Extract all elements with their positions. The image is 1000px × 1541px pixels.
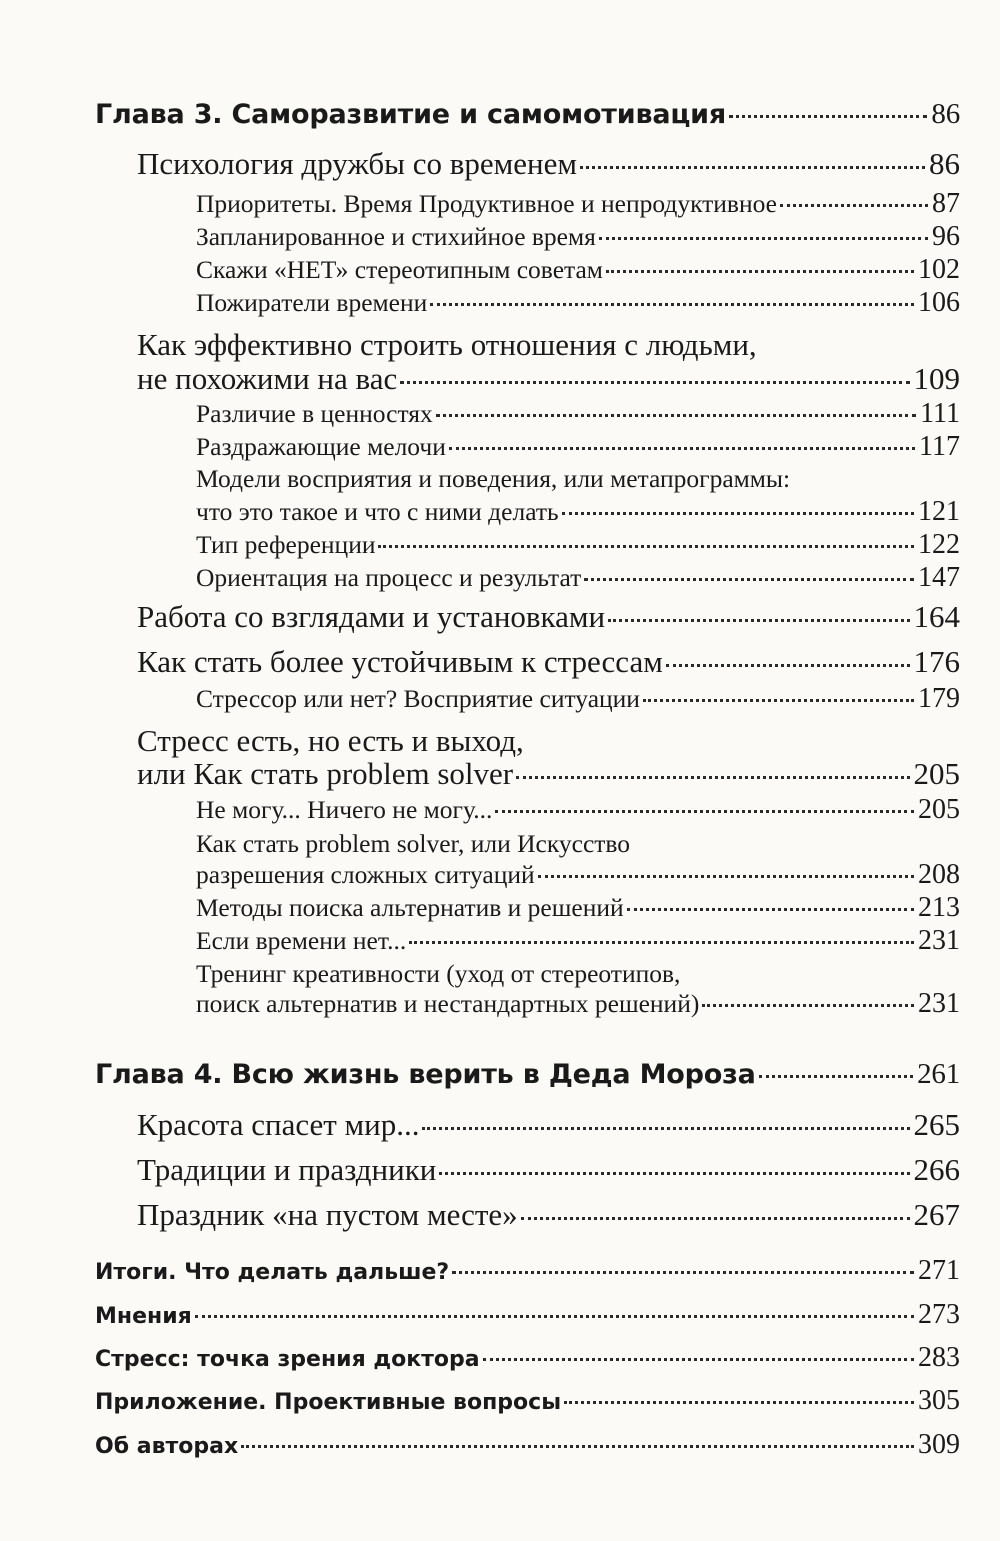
toc-entry-title: Скажи «НЕТ» стереотипным советам xyxy=(196,255,603,284)
toc-entry-title: Психология дружбы со временем xyxy=(137,146,577,181)
toc-page-number: 267 xyxy=(913,1197,960,1232)
dot-leader xyxy=(195,1315,914,1318)
dot-leader xyxy=(643,699,914,702)
toc-section xyxy=(137,756,960,792)
toc-backmatter xyxy=(95,1385,960,1417)
toc-page-number: 96 xyxy=(932,221,960,252)
toc-page-number: 309 xyxy=(918,1429,960,1460)
toc-entry-title: Традиции и праздники xyxy=(137,1152,437,1187)
toc-entry-title: Стрессор или нет? Восприятие ситуации xyxy=(196,684,640,713)
toc-page-number: 102 xyxy=(918,254,960,285)
toc-entry-title: Ориентация на процесс и результат xyxy=(196,563,582,592)
toc-section-line1: Как эффективно строить отношения с людьми, xyxy=(137,327,757,362)
dot-leader xyxy=(241,1445,914,1448)
toc-subsection xyxy=(196,287,960,319)
toc-page-number: 122 xyxy=(918,529,960,560)
toc-page-number: 205 xyxy=(913,756,960,791)
toc-chapter-4 xyxy=(95,1058,960,1091)
toc-page-number: 283 xyxy=(918,1342,960,1373)
dot-leader xyxy=(627,908,914,911)
toc-subsection xyxy=(196,794,960,826)
toc-subsection xyxy=(196,562,960,594)
dot-leader xyxy=(599,237,928,240)
toc-entry-title: Глава 3. Саморазвитие и самомотивация xyxy=(95,99,727,130)
toc-section xyxy=(137,644,960,680)
toc-section-line1: Стресс есть, но есть и выход, xyxy=(137,723,524,758)
toc-entry-title: не похожими на вас xyxy=(137,361,398,396)
toc-entry-title: или Как стать problem solver xyxy=(137,756,514,791)
toc-entry-title: Если времени нет... xyxy=(196,926,407,955)
toc-chapter-3 xyxy=(95,98,960,131)
toc-subsection xyxy=(196,859,960,891)
toc-subsection-line1: Модели восприятия и поведения, или метапрограммы: xyxy=(196,464,791,493)
toc-entry-title: поиск альтернатив и нестандартных решений) xyxy=(196,989,700,1018)
dot-leader xyxy=(606,270,914,273)
toc-page-number: 261 xyxy=(917,1058,960,1090)
toc-entry-title: Мнения xyxy=(95,1304,192,1329)
toc-subsection xyxy=(196,431,960,463)
dot-leader xyxy=(564,1401,914,1404)
toc-section xyxy=(137,1197,960,1233)
dot-leader xyxy=(378,545,914,548)
toc-entry-title: Методы поиска альтернатив и решений xyxy=(196,893,624,922)
toc-subsection xyxy=(196,398,960,430)
toc-page-number: 121 xyxy=(918,496,960,527)
dot-leader xyxy=(436,414,916,417)
dot-leader xyxy=(452,1271,914,1274)
toc-entry-title: Работа со взглядами и установками xyxy=(137,599,606,634)
toc-section xyxy=(137,1107,960,1143)
toc-page-number: 106 xyxy=(918,287,960,318)
dot-leader xyxy=(780,204,928,207)
dot-leader xyxy=(516,776,909,779)
toc-page-number: 271 xyxy=(918,1255,960,1286)
dot-leader xyxy=(400,381,909,384)
dot-leader xyxy=(439,1172,909,1175)
toc-entry-title: Праздник «на пустом месте» xyxy=(137,1197,518,1232)
dot-leader xyxy=(759,1075,913,1078)
toc-entry-title: Об авторах xyxy=(95,1434,239,1459)
toc-subsection xyxy=(196,254,960,286)
toc-page-number: 117 xyxy=(919,431,960,462)
dot-leader xyxy=(409,941,914,944)
dot-leader xyxy=(562,512,914,515)
toc-section xyxy=(137,146,960,182)
toc-page-number: 147 xyxy=(918,562,960,593)
toc-entry-title: Красота спасет мир... xyxy=(137,1107,420,1142)
toc-entry-title: Итоги. Что делать дальше? xyxy=(95,1260,450,1285)
dot-leader xyxy=(580,166,925,169)
toc-page-number: 86 xyxy=(931,98,960,130)
toc-backmatter xyxy=(95,1299,960,1331)
toc-page-number: 231 xyxy=(918,988,960,1019)
toc-subsection xyxy=(196,892,960,924)
toc-page-number: 176 xyxy=(913,644,960,679)
toc-subsection-line1: Как стать problem solver, или Искусство xyxy=(196,829,631,858)
toc-page-number: 208 xyxy=(918,859,960,890)
toc-subsection xyxy=(196,188,960,220)
toc-entry-title: Приложение. Проективные вопросы xyxy=(95,1390,562,1415)
dot-leader xyxy=(608,619,909,622)
dot-leader xyxy=(702,1004,914,1007)
toc-page-number: 205 xyxy=(918,794,960,825)
toc-entry-title: Пожиратели времени xyxy=(196,288,428,317)
toc-page-number: 213 xyxy=(918,892,960,923)
toc-section xyxy=(137,1152,960,1188)
toc-page-number: 109 xyxy=(913,361,960,396)
toc-entry-title: что это такое и что с ними делать xyxy=(196,497,559,526)
toc-page-number: 231 xyxy=(918,925,960,956)
toc-entry-title: Различие в ценностях xyxy=(196,399,433,428)
toc-page-number: 87 xyxy=(932,188,960,219)
toc-backmatter xyxy=(95,1342,960,1374)
dot-leader xyxy=(495,810,914,813)
toc-page-number: 273 xyxy=(918,1299,960,1330)
toc-subsection xyxy=(196,221,960,253)
dot-leader xyxy=(449,447,915,450)
toc-section xyxy=(137,361,960,397)
toc-page-number: 266 xyxy=(913,1152,960,1187)
dot-leader xyxy=(729,115,927,118)
dot-leader xyxy=(422,1127,909,1130)
toc-page-number: 265 xyxy=(913,1107,960,1142)
dot-leader xyxy=(483,1358,914,1361)
toc-section xyxy=(137,599,960,635)
toc-subsection xyxy=(196,988,960,1020)
dot-leader xyxy=(521,1217,910,1220)
toc-entry-title: Приоритеты. Время Продуктивное и непродуктивное xyxy=(196,189,777,218)
toc-backmatter xyxy=(95,1255,960,1287)
dot-leader xyxy=(666,664,910,667)
toc-entry-title: Как стать более устойчивым к стрессам xyxy=(137,644,663,679)
toc-page-number: 111 xyxy=(920,398,960,429)
toc-page-number: 179 xyxy=(918,683,960,714)
toc-entry-title: Раздражающие мелочи xyxy=(196,432,446,461)
dot-leader xyxy=(584,578,914,581)
toc-subsection xyxy=(196,683,960,715)
toc-page-number: 305 xyxy=(918,1385,960,1416)
toc-entry-title: разрешения сложных ситуаций xyxy=(196,860,535,889)
toc-page-number: 164 xyxy=(913,599,960,634)
toc-subsection xyxy=(196,529,960,561)
toc-entry-title: Тип референции xyxy=(196,530,376,559)
dot-leader xyxy=(538,875,914,878)
dot-leader xyxy=(430,303,914,306)
toc-subsection xyxy=(196,496,960,528)
toc-entry-title: Стресс: точка зрения доктора xyxy=(95,1347,480,1372)
toc-subsection-line1: Тренинг креативности (уход от стереотипов, xyxy=(196,959,681,988)
toc-entry-title: Не могу... Ничего не могу... xyxy=(196,795,493,824)
toc-entry-title: Запланированное и стихийное время xyxy=(196,222,596,251)
toc-subsection xyxy=(196,925,960,957)
toc-page-number: 86 xyxy=(929,146,960,181)
toc-backmatter xyxy=(95,1429,960,1461)
toc-entry-title: Глава 4. Всю жизнь верить в Деда Мороза xyxy=(95,1059,756,1090)
